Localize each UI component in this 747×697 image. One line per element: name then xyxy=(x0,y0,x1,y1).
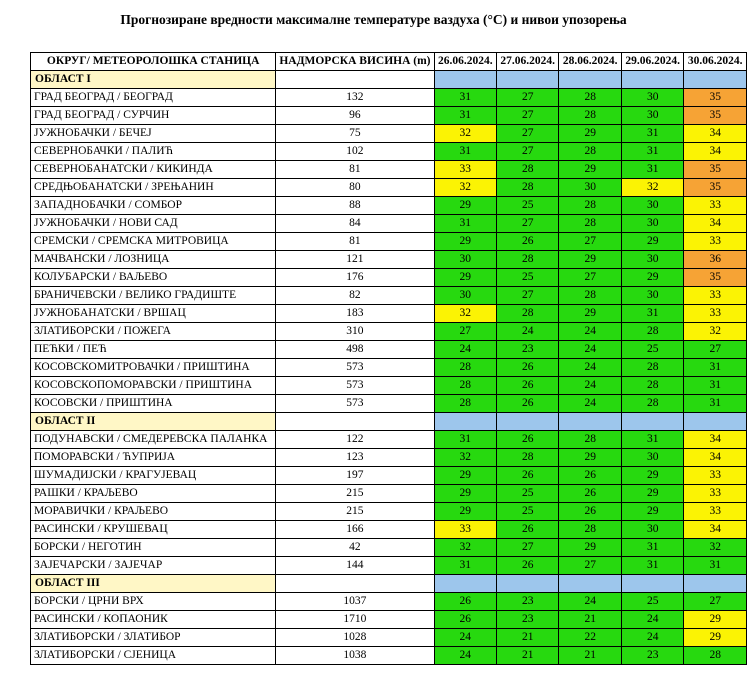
region-band-cell xyxy=(621,71,683,89)
table-row xyxy=(31,287,747,305)
temperature-cell: 31 xyxy=(434,557,496,575)
temperature-cell: 32 xyxy=(434,449,496,467)
region-band-cell xyxy=(497,413,559,431)
table-row xyxy=(31,143,747,161)
station-name: ЈУЖНОБАЧКИ / НОВИ САД xyxy=(31,215,276,233)
temperature-cell: 30 xyxy=(434,287,496,305)
altitude-value: 123 xyxy=(276,449,434,467)
region-name: ОБЛАСТ III xyxy=(31,575,276,593)
station-name: МОРАВИЧКИ / КРАЉЕВО xyxy=(31,503,276,521)
temperature-cell: 30 xyxy=(621,215,683,233)
temperature-cell: 24 xyxy=(434,647,496,665)
header-row xyxy=(31,53,747,71)
temperature-cell: 30 xyxy=(621,251,683,269)
table-row xyxy=(31,323,747,341)
temperature-cell: 24 xyxy=(434,341,496,359)
temperature-cell: 25 xyxy=(497,503,559,521)
temperature-cell: 31 xyxy=(684,395,747,413)
temperature-cell: 26 xyxy=(497,521,559,539)
station-name: ЗЛАТИБОРСКИ / ЗЛАТИБОР xyxy=(31,629,276,647)
temperature-cell: 32 xyxy=(434,539,496,557)
temperature-cell: 31 xyxy=(621,539,683,557)
table-row xyxy=(31,647,747,665)
temperature-cell: 27 xyxy=(497,215,559,233)
temperature-cell: 28 xyxy=(559,197,621,215)
table-row xyxy=(31,503,747,521)
station-name: ЗЛАТИБОРСКИ / ПОЖЕГА xyxy=(31,323,276,341)
table-row xyxy=(31,269,747,287)
temperature-cell: 33 xyxy=(684,305,747,323)
temperature-cell: 28 xyxy=(559,89,621,107)
region-row xyxy=(31,413,747,431)
station-name: МАЧВАНСКИ / ЛОЗНИЦА xyxy=(31,251,276,269)
temperature-cell: 21 xyxy=(559,647,621,665)
region-spacer-cell xyxy=(276,71,434,89)
temperature-cell: 24 xyxy=(434,629,496,647)
temperature-cell: 33 xyxy=(684,467,747,485)
region-band-cell xyxy=(621,575,683,593)
table-row xyxy=(31,125,747,143)
date-column-header: 27.06.2024. xyxy=(497,53,559,71)
region-band-cell xyxy=(684,71,747,89)
station-name: КОСОВСКИ / ПРИШТИНА xyxy=(31,395,276,413)
temperature-cell: 30 xyxy=(621,521,683,539)
region-band-cell xyxy=(434,413,496,431)
altitude-value: 102 xyxy=(276,143,434,161)
temperature-cell: 29 xyxy=(434,197,496,215)
temperature-cell: 28 xyxy=(559,521,621,539)
region-name: ОБЛАСТ II xyxy=(31,413,276,431)
temperature-cell: 27 xyxy=(684,593,747,611)
table-row xyxy=(31,629,747,647)
temperature-cell: 21 xyxy=(559,611,621,629)
temperature-cell: 34 xyxy=(684,521,747,539)
temperature-cell: 33 xyxy=(434,521,496,539)
station-column-header: ОКРУГ/ МЕТЕОРОЛОШКА СТАНИЦА xyxy=(31,53,276,71)
temperature-cell: 23 xyxy=(497,593,559,611)
station-name: ЈУЖНОБАЧКИ / БЕЧЕЈ xyxy=(31,125,276,143)
temperature-cell: 30 xyxy=(621,287,683,305)
region-row xyxy=(31,575,747,593)
altitude-value: 498 xyxy=(276,341,434,359)
temperature-cell: 27 xyxy=(559,557,621,575)
table-row xyxy=(31,539,747,557)
table-row xyxy=(31,485,747,503)
station-name: КОСОВСКОПОМОРАВСКИ / ПРИШТИНА xyxy=(31,377,276,395)
temperature-cell: 27 xyxy=(559,233,621,251)
region-spacer-cell xyxy=(276,413,434,431)
altitude-value: 197 xyxy=(276,467,434,485)
altitude-value: 1038 xyxy=(276,647,434,665)
table-row xyxy=(31,341,747,359)
station-name: ГРАД БЕОГРАД / СУРЧИН xyxy=(31,107,276,125)
altitude-value: 144 xyxy=(276,557,434,575)
station-name: ШУМАДИЈСКИ / КРАГУЈЕВАЦ xyxy=(31,467,276,485)
table-row xyxy=(31,467,747,485)
altitude-value: 132 xyxy=(276,89,434,107)
table-row xyxy=(31,359,747,377)
temperature-cell: 29 xyxy=(684,629,747,647)
temperature-cell: 28 xyxy=(497,305,559,323)
region-band-cell xyxy=(621,413,683,431)
temperature-cell: 30 xyxy=(621,89,683,107)
station-name: СРЕДЊОБАНАТСКИ / ЗРЕЊАНИН xyxy=(31,179,276,197)
temperature-cell: 24 xyxy=(559,395,621,413)
temperature-cell: 32 xyxy=(621,179,683,197)
altitude-value: 75 xyxy=(276,125,434,143)
table-row xyxy=(31,305,747,323)
temperature-cell: 34 xyxy=(684,125,747,143)
station-name: БОРСКИ / НЕГОТИН xyxy=(31,539,276,557)
station-name: ЈУЖНОБАНАТСКИ / ВРШАЦ xyxy=(31,305,276,323)
temperature-cell: 35 xyxy=(684,107,747,125)
temperature-cell: 36 xyxy=(684,251,747,269)
temperature-cell: 28 xyxy=(559,143,621,161)
table-title: Прогнозиране вредности максималне температуре ваздуха (°C) и нивои упозорења xyxy=(120,12,627,27)
temperature-cell: 28 xyxy=(497,161,559,179)
table-row xyxy=(31,377,747,395)
station-name: БОРСКИ / ЦРНИ ВРХ xyxy=(31,593,276,611)
table-row xyxy=(31,107,747,125)
temperature-cell: 27 xyxy=(497,143,559,161)
region-band-cell xyxy=(684,413,747,431)
temperature-cell: 26 xyxy=(497,359,559,377)
table-row xyxy=(31,557,747,575)
altitude-value: 81 xyxy=(276,233,434,251)
temperature-cell: 32 xyxy=(434,305,496,323)
temperature-cell: 31 xyxy=(684,359,747,377)
temperature-cell: 31 xyxy=(434,431,496,449)
temperature-cell: 31 xyxy=(621,143,683,161)
temperature-cell: 29 xyxy=(434,269,496,287)
region-band-cell xyxy=(559,575,621,593)
region-band-cell xyxy=(434,71,496,89)
region-band-cell xyxy=(559,71,621,89)
temperature-cell: 28 xyxy=(621,377,683,395)
temperature-cell: 31 xyxy=(434,215,496,233)
temperature-cell: 34 xyxy=(684,143,747,161)
temperature-cell: 31 xyxy=(434,143,496,161)
temperature-cell: 28 xyxy=(559,107,621,125)
temperature-cell: 29 xyxy=(621,233,683,251)
region-band-cell xyxy=(497,575,559,593)
table-row xyxy=(31,521,747,539)
temperature-cell: 25 xyxy=(497,197,559,215)
temperature-cell: 33 xyxy=(684,503,747,521)
table-body xyxy=(31,71,747,665)
temperature-cell: 29 xyxy=(434,467,496,485)
temperature-cell: 25 xyxy=(497,485,559,503)
altitude-value: 183 xyxy=(276,305,434,323)
temperature-cell: 30 xyxy=(621,449,683,467)
altitude-value: 573 xyxy=(276,359,434,377)
altitude-value: 121 xyxy=(276,251,434,269)
temperature-cell: 29 xyxy=(559,125,621,143)
temperature-cell: 28 xyxy=(497,179,559,197)
temperature-cell: 31 xyxy=(434,107,496,125)
altitude-value: 84 xyxy=(276,215,434,233)
temperature-cell: 27 xyxy=(434,323,496,341)
temperature-cell: 30 xyxy=(559,179,621,197)
date-column-header: 30.06.2024. xyxy=(684,53,747,71)
temperature-cell: 27 xyxy=(497,89,559,107)
temperature-cell: 29 xyxy=(621,269,683,287)
station-name: ГРАД БЕОГРАД / БЕОГРАД xyxy=(31,89,276,107)
temperature-cell: 24 xyxy=(497,323,559,341)
temperature-cell: 32 xyxy=(434,125,496,143)
table-row xyxy=(31,161,747,179)
temperature-cell: 31 xyxy=(434,89,496,107)
temperature-cell: 28 xyxy=(559,215,621,233)
temperature-cell: 28 xyxy=(497,449,559,467)
altitude-value: 82 xyxy=(276,287,434,305)
station-name: ПОМОРАВСКИ / ЋУПРИЈА xyxy=(31,449,276,467)
temperature-cell: 29 xyxy=(559,539,621,557)
temperature-cell: 32 xyxy=(684,323,747,341)
temperature-cell: 35 xyxy=(684,161,747,179)
altitude-value: 1710 xyxy=(276,611,434,629)
temperature-cell: 33 xyxy=(434,161,496,179)
table-row xyxy=(31,611,747,629)
temperature-cell: 28 xyxy=(559,431,621,449)
table-row xyxy=(31,233,747,251)
region-band-cell xyxy=(497,71,559,89)
altitude-value: 573 xyxy=(276,395,434,413)
temperature-cell: 29 xyxy=(559,449,621,467)
region-band-cell xyxy=(684,575,747,593)
altitude-value: 42 xyxy=(276,539,434,557)
temperature-cell: 27 xyxy=(497,107,559,125)
temperature-cell: 31 xyxy=(684,557,747,575)
temperature-cell: 24 xyxy=(559,359,621,377)
temperature-cell: 34 xyxy=(684,449,747,467)
temperature-cell: 28 xyxy=(497,251,559,269)
temperature-cell: 30 xyxy=(621,197,683,215)
temperature-cell: 28 xyxy=(621,323,683,341)
temperature-cell: 29 xyxy=(434,485,496,503)
temperature-cell: 29 xyxy=(621,485,683,503)
temperature-cell: 31 xyxy=(621,305,683,323)
temperature-cell: 29 xyxy=(434,233,496,251)
temperature-cell: 35 xyxy=(684,269,747,287)
temperature-cell: 29 xyxy=(621,467,683,485)
station-name: КОЛУБАРСКИ / ВАЉЕВО xyxy=(31,269,276,287)
temperature-cell: 25 xyxy=(621,593,683,611)
station-name: СЕВЕРНОБАЧКИ / ПАЛИЋ xyxy=(31,143,276,161)
altitude-value: 573 xyxy=(276,377,434,395)
temperature-cell: 34 xyxy=(684,215,747,233)
table-row xyxy=(31,215,747,233)
temperature-cell: 33 xyxy=(684,287,747,305)
station-name: ЗАЈЕЧАРСКИ / ЗАЈЕЧАР xyxy=(31,557,276,575)
station-name: ЗАПАДНОБАЧКИ / СОМБОР xyxy=(31,197,276,215)
altitude-value: 96 xyxy=(276,107,434,125)
temperature-cell: 26 xyxy=(559,503,621,521)
station-name: БРАНИЧЕВСКИ / ВЕЛИКО ГРАДИШТЕ xyxy=(31,287,276,305)
altitude-value: 215 xyxy=(276,485,434,503)
region-band-cell xyxy=(559,413,621,431)
temperature-cell: 21 xyxy=(497,629,559,647)
temperature-cell: 25 xyxy=(621,341,683,359)
temperature-cell: 27 xyxy=(497,125,559,143)
temperature-cell: 31 xyxy=(684,377,747,395)
temperature-cell: 23 xyxy=(497,611,559,629)
temperature-cell: 33 xyxy=(684,197,747,215)
temperature-cell: 26 xyxy=(434,593,496,611)
temperature-cell: 24 xyxy=(621,629,683,647)
temperature-cell: 29 xyxy=(434,503,496,521)
altitude-value: 176 xyxy=(276,269,434,287)
temperature-cell: 29 xyxy=(559,305,621,323)
altitude-value: 122 xyxy=(276,431,434,449)
altitude-value: 310 xyxy=(276,323,434,341)
altitude-value: 88 xyxy=(276,197,434,215)
temperature-cell: 27 xyxy=(497,539,559,557)
temperature-cell: 27 xyxy=(684,341,747,359)
station-name: СРЕМСКИ / СРЕМСКА МИТРОВИЦА xyxy=(31,233,276,251)
temperature-cell: 26 xyxy=(497,377,559,395)
temperature-cell: 28 xyxy=(434,377,496,395)
station-name: ПОДУНАВСКИ / СМЕДЕРЕВСКА ПАЛАНКА xyxy=(31,431,276,449)
station-name: РАСИНСКИ / КОПАОНИК xyxy=(31,611,276,629)
temperature-cell: 29 xyxy=(621,503,683,521)
temperature-table xyxy=(30,52,747,665)
date-column-header: 28.06.2024. xyxy=(559,53,621,71)
station-name: КОСОВСКОМИТРОВАЧКИ / ПРИШТИНА xyxy=(31,359,276,377)
altitude-value: 166 xyxy=(276,521,434,539)
station-name: ПЕЋКИ / ПЕЋ xyxy=(31,341,276,359)
temperature-cell: 26 xyxy=(497,557,559,575)
table-row xyxy=(31,179,747,197)
temperature-cell: 26 xyxy=(434,611,496,629)
temperature-cell: 28 xyxy=(684,647,747,665)
temperature-cell: 29 xyxy=(559,251,621,269)
temperature-cell: 30 xyxy=(434,251,496,269)
altitude-value: 1037 xyxy=(276,593,434,611)
region-name: ОБЛАСТ I xyxy=(31,71,276,89)
temperature-cell: 33 xyxy=(684,485,747,503)
temperature-cell: 26 xyxy=(497,233,559,251)
temperature-cell: 26 xyxy=(497,431,559,449)
altitude-value: 80 xyxy=(276,179,434,197)
station-name: РАСИНСКИ / КРУШЕВАЦ xyxy=(31,521,276,539)
region-band-cell xyxy=(434,575,496,593)
temperature-cell: 28 xyxy=(621,395,683,413)
temperature-cell: 33 xyxy=(684,233,747,251)
temperature-cell: 28 xyxy=(559,287,621,305)
station-name: ЗЛАТИБОРСКИ / СЈЕНИЦА xyxy=(31,647,276,665)
temperature-cell: 30 xyxy=(621,107,683,125)
temperature-cell: 24 xyxy=(559,323,621,341)
temperature-cell: 35 xyxy=(684,179,747,197)
temperature-cell: 24 xyxy=(559,377,621,395)
table-row xyxy=(31,197,747,215)
temperature-cell: 31 xyxy=(621,125,683,143)
temperature-cell: 32 xyxy=(434,179,496,197)
table-row xyxy=(31,449,747,467)
temperature-cell: 35 xyxy=(684,89,747,107)
temperature-cell: 23 xyxy=(621,647,683,665)
temperature-cell: 28 xyxy=(434,359,496,377)
altitude-value: 81 xyxy=(276,161,434,179)
region-row xyxy=(31,71,747,89)
temperature-cell: 31 xyxy=(621,161,683,179)
station-name: РАШКИ / КРАЉЕВО xyxy=(31,485,276,503)
temperature-cell: 23 xyxy=(497,341,559,359)
temperature-cell: 28 xyxy=(434,395,496,413)
temperature-cell: 29 xyxy=(559,161,621,179)
temperature-cell: 24 xyxy=(559,593,621,611)
temperature-cell: 24 xyxy=(621,611,683,629)
temperature-cell: 22 xyxy=(559,629,621,647)
temperature-cell: 29 xyxy=(684,611,747,629)
altitude-value: 1028 xyxy=(276,629,434,647)
table-row xyxy=(31,395,747,413)
altitude-column-header: НАДМОРСКА ВИСИНА (m) xyxy=(276,53,434,71)
temperature-cell: 28 xyxy=(621,359,683,377)
table-row xyxy=(31,89,747,107)
region-spacer-cell xyxy=(276,575,434,593)
altitude-value: 215 xyxy=(276,503,434,521)
temperature-cell: 34 xyxy=(684,431,747,449)
temperature-cell: 26 xyxy=(559,485,621,503)
temperature-cell: 26 xyxy=(559,467,621,485)
temperature-cell: 31 xyxy=(621,431,683,449)
temperature-cell: 31 xyxy=(621,557,683,575)
table-row xyxy=(31,251,747,269)
temperature-cell: 27 xyxy=(559,269,621,287)
date-column-header: 26.06.2024. xyxy=(434,53,496,71)
temperature-cell: 25 xyxy=(497,269,559,287)
temperature-cell: 26 xyxy=(497,395,559,413)
temperature-cell: 26 xyxy=(497,467,559,485)
temperature-cell: 27 xyxy=(497,287,559,305)
temperature-cell: 21 xyxy=(497,647,559,665)
table-row xyxy=(31,431,747,449)
temperature-cell: 32 xyxy=(684,539,747,557)
date-column-header: 29.06.2024. xyxy=(621,53,683,71)
temperature-cell: 24 xyxy=(559,341,621,359)
station-name: СЕВЕРНОБАНАТСКИ / КИКИНДА xyxy=(31,161,276,179)
table-row xyxy=(31,593,747,611)
